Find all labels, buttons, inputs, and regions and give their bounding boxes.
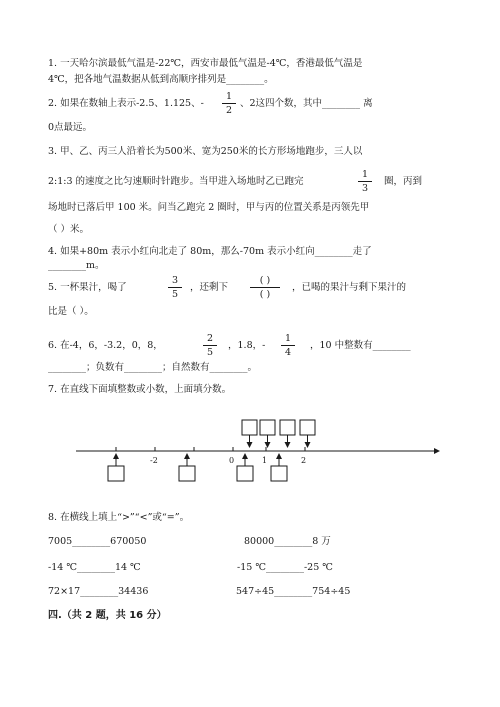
answer-box bbox=[179, 466, 195, 481]
lower-answer-box[interactable] bbox=[237, 453, 253, 481]
q2-fraction-numerator: 1 bbox=[225, 91, 233, 102]
up-arrow-icon bbox=[113, 453, 119, 459]
q8-row-3-right[interactable]: 547÷45________754÷45 bbox=[236, 586, 351, 597]
lower-answer-box[interactable] bbox=[108, 453, 124, 481]
q1-line-1: 1. 一天哈尔滨最低气温是-22℃，西安市最低气温是-4℃，香港最低气温是 bbox=[48, 58, 363, 69]
q3-fraction-numerator: 1 bbox=[361, 169, 369, 180]
q4-line-1: 4. 如果+80m 表示小红向北走了 80m，那么-70m 表示小红向________走了 bbox=[48, 246, 372, 257]
q4-line-2: ________m。 bbox=[48, 260, 105, 271]
tick-label: -2 bbox=[150, 456, 158, 465]
tick-label: 1 bbox=[262, 456, 268, 465]
q5-blank-numerator[interactable]: ( ) bbox=[259, 275, 271, 286]
upper-answer-box[interactable] bbox=[242, 420, 257, 448]
answer-box bbox=[260, 420, 275, 435]
section-4-heading: 四.（共 2 题，共 16 分） bbox=[48, 610, 167, 621]
q2-text-a: 2. 如果在数轴上表示-2.5、1.125、- bbox=[48, 98, 204, 109]
q5-fraction-numerator: 3 bbox=[171, 275, 179, 286]
answer-box bbox=[237, 466, 253, 481]
lower-answer-box[interactable] bbox=[179, 453, 195, 481]
down-arrow-icon bbox=[265, 442, 271, 448]
answer-box bbox=[300, 420, 315, 435]
q6-fraction-2-denominator: 4 bbox=[284, 347, 292, 358]
q6-text-a: 6. 在-4，6，-3.2，0，8， bbox=[48, 340, 163, 351]
down-arrow-icon bbox=[247, 442, 253, 448]
q8-row-1-left[interactable]: 7005________670050 bbox=[48, 536, 147, 547]
lower-answer-box[interactable] bbox=[271, 453, 287, 481]
q3-line-2a: 2:1:3 的速度之比匀速顺时针跑步。当甲进入场地时乙已跑完 bbox=[48, 176, 304, 187]
q1-line-2: 4℃，把各地气温数据从低到高顺序排列是________。 bbox=[48, 74, 274, 85]
q6-fraction-1-denominator: 5 bbox=[206, 347, 214, 358]
q8-row-3-left[interactable]: 72×17________34436 bbox=[48, 586, 149, 597]
q6-fraction-1-numerator: 2 bbox=[206, 333, 214, 344]
tick-label: 2 bbox=[301, 456, 307, 465]
upper-answer-box[interactable] bbox=[280, 420, 295, 448]
q5-text-b: ，还剩下 bbox=[190, 282, 229, 293]
answer-box bbox=[271, 466, 287, 481]
q8-row-2-right[interactable]: -15 ℃________-25 ℃ bbox=[237, 562, 333, 573]
q8-row-2-left[interactable]: -14 ℃________14 ℃ bbox=[48, 562, 141, 573]
down-arrow-icon bbox=[285, 442, 291, 448]
answer-box bbox=[242, 420, 257, 435]
upper-answer-box[interactable] bbox=[260, 420, 275, 448]
q7-text: 7. 在直线下面填整数或小数，上面填分数。 bbox=[48, 384, 232, 395]
number-line-arrowhead bbox=[434, 448, 440, 454]
q2-line-2: 0点最远。 bbox=[48, 122, 93, 133]
q5-fraction-denominator: 5 bbox=[171, 289, 179, 300]
up-arrow-icon bbox=[184, 453, 190, 459]
q3-line-3: 场地时已落后甲 100 米。问当乙跑完 2 圈时，甲与丙的位置关系是丙领先甲 bbox=[48, 202, 370, 213]
q6-fraction-2-numerator: 1 bbox=[284, 333, 292, 344]
q3-line-4: （ ）米。 bbox=[48, 224, 90, 235]
q6-text-b: ，1.8，- bbox=[228, 340, 266, 351]
up-arrow-icon bbox=[276, 453, 282, 459]
q5-text-c: ，已喝的果汁与剩下果汁的 bbox=[292, 282, 407, 293]
answer-box bbox=[108, 466, 124, 481]
q8-row-1-right[interactable]: 80000________8 万 bbox=[244, 536, 331, 547]
tick-label: 0 bbox=[229, 456, 235, 465]
q2-fraction-denominator: 2 bbox=[225, 105, 233, 116]
answer-box bbox=[280, 420, 295, 435]
q3-fraction-denominator: 3 bbox=[361, 183, 369, 194]
q5-line-2: 比是（ ）。 bbox=[48, 306, 94, 317]
q6-text-c: ，10 中整数有________ bbox=[310, 340, 411, 351]
upper-answer-box[interactable] bbox=[300, 420, 315, 448]
q3-line-1: 3. 甲、乙、丙三人沿着长为500米、宽为250米的长方形场地跑步，三人以 bbox=[48, 146, 363, 157]
up-arrow-icon bbox=[242, 453, 248, 459]
q3-line-2b: 圈，丙到 bbox=[384, 176, 423, 187]
q8-text: 8. 在横线上填上“>”“<”或“=”。 bbox=[48, 512, 190, 523]
q5-text-a: 5. 一杯果汁，喝了 bbox=[48, 282, 127, 293]
q5-blank-denominator[interactable]: ( ) bbox=[259, 289, 271, 300]
q2-text-b: 、2这四个数，其中________ 离 bbox=[240, 98, 373, 109]
q6-line-2: ________；负数有________；自然数有________。 bbox=[48, 362, 258, 373]
